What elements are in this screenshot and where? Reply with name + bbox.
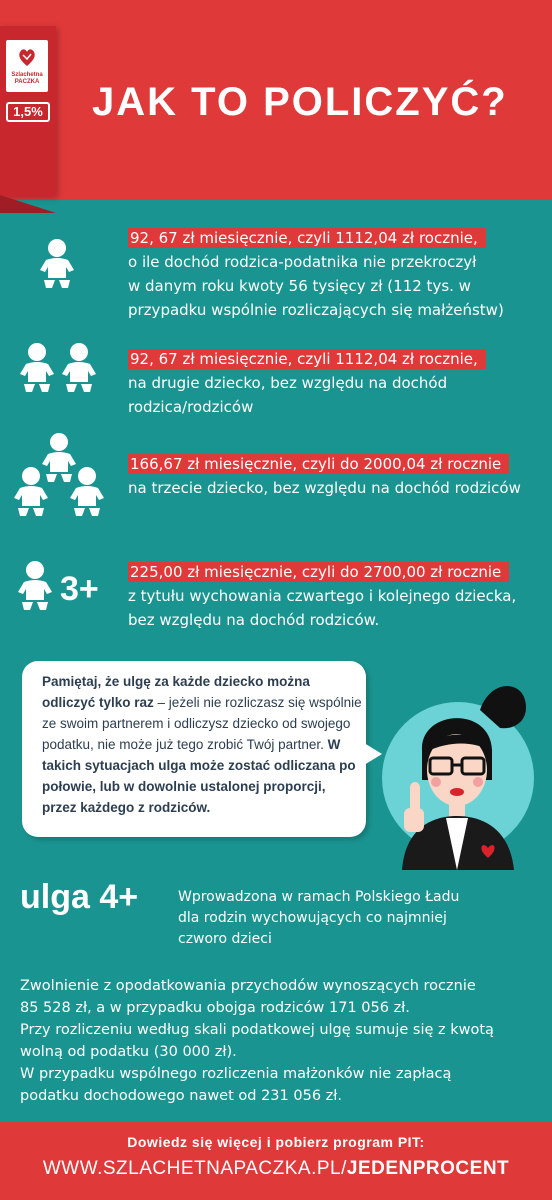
info-line: Przy rozliczeniu według skali podatkowej ulgę sumuje się z kwotą <box>20 1022 494 1038</box>
percent-badge: 1,5% <box>6 102 50 122</box>
ulga-desc-line: czworo dzieci <box>178 931 272 947</box>
bubble-normal: – jeżeli nie rozliczasz się wspólnie ze swoim partnerem i odliczysz dziecko od swojego podatku, nie może już tego zrobić Twój partner. <box>42 695 362 752</box>
ulga-desc-line: Wprowadzona w ramach Polskiego Ładu <box>178 889 460 905</box>
ulga-desc-line: dla rodzin wychowujących co najmniej <box>178 910 447 926</box>
bubble-bold-2: W takich sytuacjach ulga może zostać odliczana po połowie, lub w dowolnie ustalonej proporcji, przez każdego z rodziców. <box>42 737 356 815</box>
row-text: przypadku wspólnie rozliczających się małżeństw) <box>128 301 504 319</box>
heart-icon <box>17 46 37 68</box>
ulga-description <box>178 887 508 950</box>
footer-cta: Dowiedz się więcej i pobierz program PIT: <box>127 1134 425 1150</box>
child-plus-label: 3+ <box>60 570 99 608</box>
info-paragraph <box>20 975 540 1107</box>
woman-illustration <box>380 670 540 870</box>
info-line: 85 528 zł, a w przypadku obojga rodziców 171 056 zł. <box>20 1000 410 1016</box>
ulga-title: ulga 4+ <box>20 878 139 916</box>
row-two-children <box>128 347 548 419</box>
row-highlight: 225,00 zł miesięcznie, czyli do 2700,00 zł rocznie <box>128 562 509 582</box>
footer-url-bold: JEDENPROCENT <box>346 1158 510 1179</box>
info-line: Zwolnienie z opodatkowania przychodów wynoszących rocznie <box>20 978 476 994</box>
row-text: na drugie dziecko, bez względu na dochód <box>128 374 448 392</box>
row-text: o ile dochód rodzica-podatnika nie przekroczył <box>128 253 477 271</box>
row-text: z tytułu wychowania czwartego i kolejnego dziecka, <box>128 587 517 605</box>
row-highlight: 166,67 zł miesięcznie, czyli do 2000,04 zł rocznie <box>128 454 509 474</box>
three-children-icon <box>12 432 106 522</box>
row-four-children <box>128 560 548 632</box>
ribbon-fold <box>0 195 56 213</box>
row-text: bez względu na dochód rodziców. <box>128 611 380 629</box>
row-one-child <box>128 226 548 322</box>
info-line: W przypadku wspólnego rozliczenia małżonków nie zapłacą <box>20 1066 452 1082</box>
logo-text-line1: Szlachetna <box>11 72 43 78</box>
footer-url-link[interactable] <box>0 1158 552 1180</box>
info-line: podatku dochodowego nawet od 231 056 zł. <box>20 1088 342 1104</box>
page-title: JAK TO POLICZYĆ? <box>92 80 508 124</box>
child-plus-icon <box>16 560 56 616</box>
row-three-children <box>128 452 548 500</box>
row-highlight: 92, 67 zł miesięcznie, czyli 1112,04 zł rocznie, <box>128 349 486 369</box>
info-line: wolną od podatku (30 000 zł). <box>20 1044 237 1060</box>
row-text: na trzecie dziecko, bez względu na dochód rodziców <box>128 479 521 497</box>
two-children-icon <box>18 342 100 398</box>
footer-url-base: WWW.SZLACHETNAPACZKA.PL/ <box>42 1158 347 1179</box>
logo[interactable] <box>6 40 48 92</box>
row-text: rodzica/rodziców <box>128 398 254 416</box>
logo-text-line2: PACZKA <box>14 79 40 85</box>
row-highlight: 92, 67 zł miesięcznie, czyli 1112,04 zł rocznie, <box>128 228 486 248</box>
bubble-bold-1: Pamiętaj, że ulgę za każde dziecko można odliczyć tylko raz <box>42 674 310 710</box>
bubble-text <box>42 671 362 818</box>
row-text: w danym roku kwoty 56 tysięcy zł (112 tys. w <box>128 277 471 295</box>
one-child-icon <box>38 238 76 294</box>
